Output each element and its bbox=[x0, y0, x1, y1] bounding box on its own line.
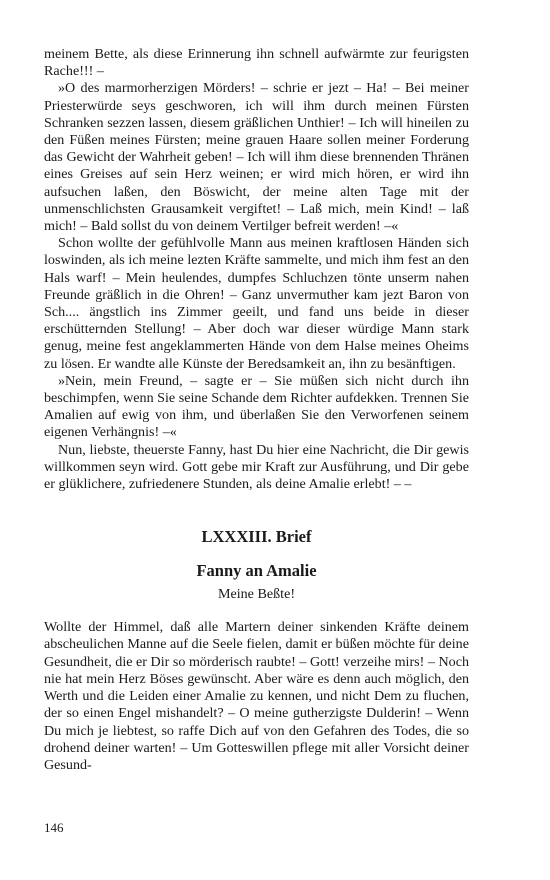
letter-heading: LXXXIII. Brief bbox=[201, 527, 312, 547]
paragraph-baron-speech: »Nein, mein Freund, – sagte er – Sie müßen sich nicht durch ihn beschimpfen, wenn Sie seine Schande dem Richter aufdekken. Trennen Sie Amalien auf ewig von ihm, und überlaßen Sie den Verworfenen seinem eigenen Verhängnis! –« bbox=[44, 372, 469, 441]
paragraph-continued: meinem Bette, als diese Erinnerung ihn schnell aufwärmte zur feurigsten Rache!!! – bbox=[44, 46, 469, 80]
book-page bbox=[44, 46, 469, 774]
paragraph-closing: Nun, liebste, theuerste Fanny, hast Du hier eine Nachricht, die Dir gewis willkommen seyn wird. Gott gebe mir Kraft zur Ausführung, und Dir gebe er glüklichere, zufriedenere Stunden, als deine Amalie erlebt! – – bbox=[44, 441, 469, 493]
page-number: 146 bbox=[44, 820, 64, 835]
letter-salutation: Meine Beßte! bbox=[217, 586, 296, 603]
letter-subheading: Fanny an Amalie bbox=[196, 561, 317, 581]
paragraph-uncle-speech: »O des marmorherzigen Mörders! – schrie er jezt – Ha! – Bei meiner Priesterwürde seys geschworen, ich will ihm durch meinen Fürsten Schranken sezzen lassen, diesem gräßlichen Unthier! – Ich will hineilen zu den Füßen meines Fürsten; meine grauen Haare sollen meiner Forderung das Gewicht der Wahrheit geben! – Ich will ihm diese brennenden Thränen eines Greises auf sein Herz weinen; er wird mich hören, er wird ihn aufsuchen laßen, den Böswicht, der meine alten Tage mit der unmenschlichsten Grausamkeit vergiftet! – Laß mich, mein Kind! – laß mich! – Bald sollst du von deinem Vertilger befreit werden! –« bbox=[44, 80, 469, 235]
paragraph-letter-body: Wollte der Himmel, daß alle Martern deiner sinkenden Kräfte deinem abscheulichen Manne auf die Seele fielen, damit er büßen möchte für deine Gesundheit, die er Dir so mörderisch raubte! – Gott! verzeihe mirs! – Noch nie hat mein Herz Böses gewünscht. Aber wäre es denn auch möglich, den Werth und die Leiden einer Amalie zu kennen, und nicht Dem zu fluchen, der so einen Engel mishandelt? – O meine gutherzigste Dulderin! – Wenn Du mich je liebtest, so raffe Dich auf von den Gefahren des Todes, die so drohend deiner warten! – Um Gotteswillen pflege mit aller Vorsicht deiner Gesund- bbox=[44, 619, 469, 773]
paragraph-baron-arrives: Schon wollte der gefühlvolle Mann aus meinen kraftlosen Händen sich loswinden, als ich meine lezten Kräfte sammelte, und mich ihm fest an den Hals warf! – Mein heulendes, dumpfes Schluchzen tönte unserm nahen Freunde gräßlich in die Ohren! – Ganz unvermuther kam jezt Baron von Sch.... ängstlich ins Zimmer geeilt, und fand uns beide in dieser erschütternden Stellung! – Aber doch war dieser würdige Mann stark genug, meine fest angeklammerten Hände von dem Halse meines Oheims zu lösen. Er wandte alle Künste der Beredsamkeit an, ihn zu besänftigen. bbox=[44, 235, 469, 372]
